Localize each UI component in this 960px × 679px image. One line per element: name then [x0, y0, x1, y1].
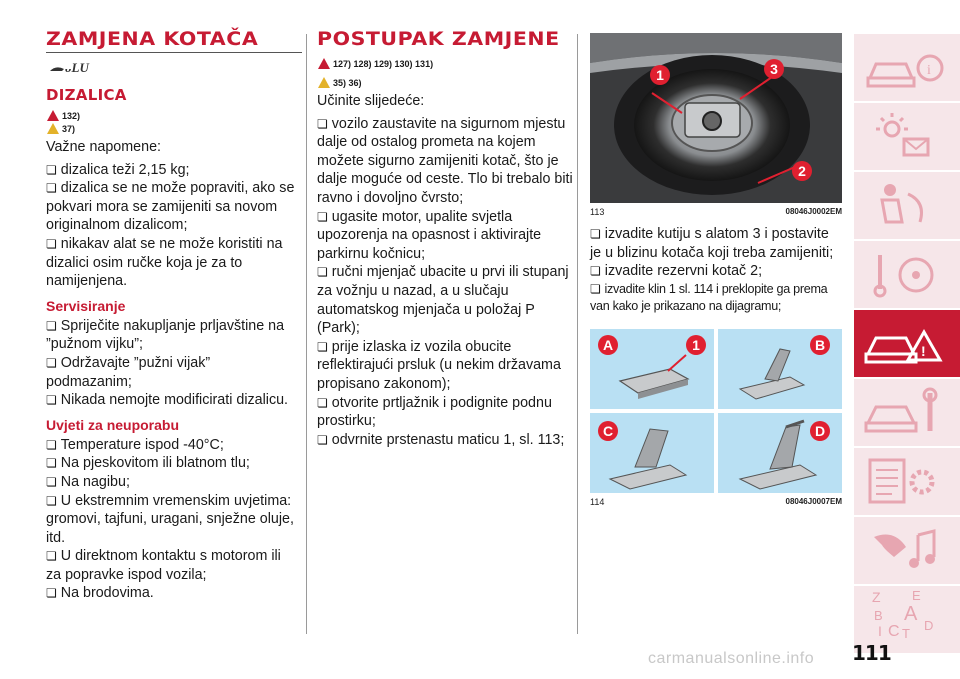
sidebar-tab-starting[interactable] — [854, 241, 960, 310]
figure-114-jack-steps — [590, 329, 842, 493]
list-item: ❏ ručni mjenjač ubacite u prvi ili stupanj za vožnju u nazad, a u slučaju automatskog mjenjača u položaj P (Park); — [317, 263, 573, 337]
car-logo-icon — [48, 59, 100, 75]
uvjeti-heading: Uvjeti za neuporabu — [46, 416, 180, 433]
panel-label-b: B — [810, 335, 830, 355]
list-item: ❏ Na pjeskovitom ili blatnom tlu; — [46, 454, 298, 473]
list-item: ❏ vozilo zaustavite na sigurnom mjestu dalje od ostalog prometa na kojem možete sigurno zamijeniti kotač, što je dalje moguće od ceste. Tlo bi trebalo biti ravno i dovoljno čvrsto; — [317, 115, 573, 208]
callout-1: 1 — [650, 65, 670, 85]
svg-text:!: ! — [921, 343, 926, 359]
list-item: ❏ ugasite motor, upalite svjetla upozorenja na opasnost i aktivirajte parkirnu kočnicu; — [317, 208, 573, 264]
column-divider — [577, 34, 578, 634]
section-title: ZAMJENA KOTAČA — [46, 28, 259, 50]
caution-ref: 37) — [47, 121, 298, 134]
page-number: 111 — [852, 641, 891, 665]
svg-text:A: A — [904, 603, 918, 625]
servis-heading: Servisiranje — [46, 297, 126, 314]
figure-code: 08046J0007EM — [785, 496, 842, 506]
alphabet-index-icon — [854, 586, 960, 638]
svg-text:B: B — [874, 608, 883, 623]
list-item: ❏ prije izlaska iz vozila obucite reflektirajući prsluk (u nekim državama propisano zakonom); — [317, 338, 573, 394]
sidebar-tab-emergency[interactable] — [854, 310, 960, 379]
procedure-title: POSTUPAK ZAMJENE — [317, 28, 560, 50]
title-rule — [46, 52, 302, 53]
caution-icon — [318, 77, 330, 88]
list-item: ❏ izvadite rezervni kotač 2; — [590, 262, 842, 281]
sidebar-tab-multimedia[interactable] — [854, 517, 960, 586]
list-item: ❏ dizalica teži 2,15 kg; — [46, 161, 298, 180]
warning-icon — [318, 58, 330, 69]
panel-label-d: D — [810, 421, 830, 441]
list-item: ❏ Temperature ispod -40°C; — [46, 436, 298, 455]
figure-114-caption — [590, 497, 842, 507]
list-item: ❏ U ekstremnim vremenskim uvjetima: gromovi, tajfuni, uragani, snježne oluje, itd. — [46, 492, 298, 548]
brand-logo — [48, 59, 298, 78]
list-item: ❏ dizalica se ne može popraviti, ako se pokvari mora se zamijeniti sa novom originalnom dizalicom; — [46, 179, 298, 235]
watermark: carmanualsonline.info — [648, 650, 815, 667]
caution-ref: 35) 36) — [318, 75, 573, 88]
figure-code: 08046J0002EM — [785, 207, 842, 216]
list-item: ❏ Nikada nemojte modificirati dizalicu. — [46, 391, 298, 410]
right-column — [590, 33, 842, 507]
list-item: ❏ izvadite klin 1 sl. 114 i preklopite ga prema van kako je prikazano na dijagramu; — [590, 281, 842, 315]
list-item: ❏ otvorite prtljažnik i podignite podnu prostirku; — [317, 394, 573, 431]
callout-2: 2 — [792, 161, 812, 181]
column-divider — [306, 34, 307, 634]
figure-number: 114 — [590, 496, 605, 507]
procedure-intro: Učinite slijedeće: — [317, 93, 425, 109]
middle-column — [317, 28, 573, 449]
dizalica-heading: DIZALICA — [46, 86, 127, 104]
jack-diagram — [590, 329, 842, 493]
list-item: ❏ Spriječite nakupljanje prljavštine na ”pužnom vijku”; — [46, 317, 298, 354]
list-item: ❏ Održavajte ”pužni vijak” podmazanim; — [46, 354, 298, 391]
warning-icon — [47, 110, 59, 121]
warning-ref: 127) 128) 129) 130) 131) — [318, 56, 573, 69]
sidebar-tab-safety[interactable] — [854, 172, 960, 241]
sidebar-tab-technical[interactable] — [854, 448, 960, 517]
sidebar-tab-lights[interactable] — [854, 103, 960, 172]
lights-message-icon — [854, 103, 960, 170]
seatbelt-airbag-icon — [854, 172, 960, 239]
specs-gear-icon — [854, 448, 960, 515]
svg-text:D: D — [924, 618, 934, 633]
list-item: ❏ U direktnom kontaktu s motorom ili za popravke ispod vozila; — [46, 547, 298, 584]
sidebar-tab-dashboard[interactable] — [854, 34, 960, 103]
svg-text:C: C — [888, 623, 900, 638]
figure-113-caption — [590, 207, 842, 217]
warning-ref: 132) — [47, 108, 298, 121]
list-item: ❏ Na nagibu; — [46, 473, 298, 492]
svg-text:E: E — [912, 588, 921, 603]
callout-3: 3 — [764, 59, 784, 79]
svg-text:T: T — [902, 626, 910, 638]
svg-text:Z: Z — [872, 589, 881, 605]
figure-number: 113 — [590, 207, 605, 217]
key-steering-icon — [854, 241, 960, 308]
emergency-car-icon — [854, 310, 960, 377]
svg-text:ᴗLU: ᴗLU — [65, 60, 89, 75]
list-item: ❏ odvrnite prstenastu maticu 1, sl. 113; — [317, 431, 573, 450]
callout-1: 1 — [686, 335, 706, 355]
panel-label-c: C — [598, 421, 618, 441]
list-item: ❏ nikakav alat se ne može koristiti na dizalici osim ručke koja je za to namijenjena. — [46, 235, 298, 291]
phone-music-icon — [854, 517, 960, 584]
panel-label-a: A — [598, 335, 618, 355]
svg-text:i: i — [927, 63, 931, 78]
svg-text:I: I — [878, 623, 882, 638]
left-column — [46, 28, 298, 603]
list-item: ❏ izvadite kutiju s alatom 3 i postavite je u blizinu kotača koji treba zamijeniti; — [590, 225, 842, 262]
figure-113-spare-wheel — [590, 33, 842, 203]
car-info-icon — [854, 34, 960, 101]
list-item: ❏ Na brodovima. — [46, 584, 298, 603]
caution-icon — [47, 123, 59, 134]
car-wrench-icon — [854, 379, 960, 446]
dizalica-intro: Važne napomene: — [46, 139, 161, 155]
sidebar-tab-maintenance[interactable] — [854, 379, 960, 448]
